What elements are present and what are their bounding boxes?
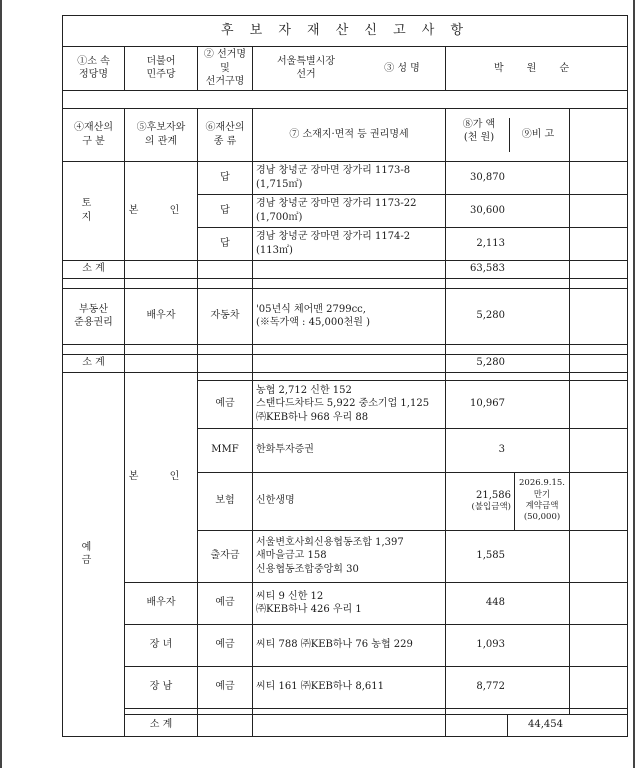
land-row-3-detail-line2: (113㎡) [256, 244, 293, 256]
land-category: 토 지 [63, 161, 125, 260]
self-mmf-detail: 한화투자증권 [253, 428, 446, 472]
daughter-detail: 씨티 788 ㈜KEB하나 76 농협 229 [253, 624, 446, 666]
land-row-3-note [570, 227, 628, 260]
vehicle-relation: 배우자 [125, 288, 198, 344]
self-mmf-type: MMF [198, 428, 253, 472]
self-deposit-type: 예금 [198, 380, 253, 428]
self-capital-value: 1,585 [446, 530, 570, 582]
col-type-line2: 종 류 [213, 135, 237, 147]
party-value-line2: 민주당 [146, 69, 176, 81]
deposit-subtotal-value: 44,454 [508, 714, 628, 736]
spouse-value: 448 [446, 582, 570, 624]
land-row-1-detail [253, 161, 446, 194]
vehicle-subtotal-blank-4 [570, 354, 628, 372]
col-category-line2: 구 분 [82, 135, 105, 147]
spacer-c2 [253, 372, 446, 380]
self-capital-type: 출자금 [198, 530, 253, 582]
spacer-row [63, 90, 628, 108]
self-deposit-detail-line2: 스탠다드차타드 5,922 중소기업 1,125 [256, 398, 430, 410]
vehicle-category-line1: 부동산 [79, 303, 108, 315]
vehicle-value: 5,280 [446, 288, 570, 344]
land-row-1-value: 30,870 [446, 161, 570, 194]
col-type [198, 108, 253, 161]
party-label [63, 47, 125, 91]
land-row-2-value: 30,600 [446, 194, 570, 227]
daughter-type: 예금 [198, 624, 253, 666]
district-value-line1: 서울특별시장 [277, 55, 335, 67]
land-row-3-type: 답 [198, 227, 253, 260]
vehicle-note [570, 288, 628, 344]
deposit-subtotal-blank-2 [253, 714, 446, 736]
spacer-a2 [125, 278, 198, 288]
son-type: 예금 [198, 666, 253, 708]
district-label [198, 47, 253, 91]
self-deposit-note [570, 380, 628, 428]
vehicle-type: 자동차 [198, 288, 253, 344]
self-insurance-type: 보험 [198, 472, 253, 530]
self-mmf-value: 3 [446, 428, 570, 472]
land-row-2-detail-line2: (1,700㎡) [256, 211, 303, 223]
spacer-a1 [63, 278, 125, 288]
land-subtotal-label: 소 계 [63, 260, 125, 278]
spacer-c3 [446, 372, 570, 380]
spacer-c4 [570, 372, 628, 380]
vehicle-category [63, 288, 125, 344]
spacer-a5 [446, 278, 570, 288]
spouse-type: 예금 [198, 582, 253, 624]
col-relation-line1: ⑤후보자와 [136, 122, 186, 133]
land-subtotal-blank-1 [125, 260, 198, 278]
asset-declaration-document [62, 15, 627, 731]
deposit-subtotal-blank-1 [198, 714, 253, 736]
page-edge-left [0, 0, 2, 768]
land-row-1-type: 답 [198, 161, 253, 194]
self-capital-detail [253, 530, 446, 582]
vehicle-subtotal-blank-3 [253, 354, 446, 372]
land-row-1-detail-line1: 경남 창녕군 장마면 장가리 1173-8 [256, 165, 411, 176]
district-value-line2: 선거 [296, 69, 316, 81]
asset-table [62, 15, 628, 737]
spacer-a6 [570, 278, 628, 288]
col-detail: ⑦ 소재지·면적 등 권리명세 [253, 108, 446, 161]
self-insurance-contract-label: 계약금액 [525, 501, 559, 511]
spouse-detail-line1: 씨티 9 신한 12 [256, 590, 324, 602]
district-and-name-cell [253, 47, 446, 91]
self-capital-detail-line2: 새마을금고 158 [256, 550, 327, 562]
vehicle-subtotal-blank-2 [198, 354, 253, 372]
spouse-relation: 배우자 [125, 582, 198, 624]
name-label: ③ 성 명 [384, 62, 420, 74]
spouse-detail-line2: ㈜KEB하나 426 우리 1 [256, 604, 362, 615]
deposit-self-relation: 본 인 [125, 372, 198, 582]
self-deposit-value: 10,967 [446, 380, 570, 428]
land-subtotal-blank-3 [253, 260, 446, 278]
son-value: 8,772 [446, 666, 570, 708]
spacer-b2 [125, 344, 198, 354]
vehicle-subtotal-value: 5,280 [446, 354, 570, 372]
spouse-detail [253, 582, 446, 624]
daughter-relation: 장 녀 [125, 624, 198, 666]
son-relation: 장 남 [125, 666, 198, 708]
land-row-3-value: 2,113 [446, 227, 570, 260]
son-note [570, 666, 628, 708]
vehicle-detail-line1: '05년식 체어맨 2799cc, [256, 303, 366, 315]
land-row-2-note [570, 194, 628, 227]
col-category-line1: ④재산의 [74, 122, 113, 133]
land-subtotal-blank-2 [198, 260, 253, 278]
vehicle-subtotal-label: 소 계 [63, 354, 125, 372]
spacer-a4 [253, 278, 446, 288]
col-relation [125, 108, 198, 161]
spacer-c1 [198, 372, 253, 380]
col-relation-line2: 의 관계 [144, 135, 178, 147]
party-value-line1: 더불어 [146, 55, 176, 67]
deposit-subtotal-blank-3 [446, 714, 508, 736]
col-note: ⑨비 고 [509, 118, 566, 152]
deposit-subtotal-label: 소 계 [125, 714, 198, 736]
daughter-note [570, 624, 628, 666]
document-title: 후 보 자 재 산 신 고 사 항 [63, 16, 628, 47]
spacer-a3 [198, 278, 253, 288]
self-insurance-value-cell [446, 472, 570, 530]
self-insurance-value-note: (불입금액) [471, 502, 511, 513]
col-type-line1: ⑥재산의 [205, 122, 245, 133]
land-row-2-type: 답 [198, 194, 253, 227]
col-category [63, 108, 125, 161]
daughter-value: 1,093 [446, 624, 570, 666]
col-value-line2: (천 원) [463, 132, 495, 143]
self-insurance-value: 21,586 [476, 489, 511, 501]
self-capital-note [570, 530, 628, 582]
land-row-2-detail [253, 194, 446, 227]
party-label-line2: 정당명 [79, 69, 108, 81]
self-deposit-detail-line3: ㈜KEB하나 968 우리 88 [256, 411, 369, 423]
spacer-b5 [446, 344, 570, 354]
district-label-line1: ② 선거명및 [203, 49, 247, 74]
land-subtotal-blank-4 [570, 260, 628, 278]
land-relation: 본 인 [125, 161, 198, 260]
party-label-line1: ①소 속 [77, 55, 110, 67]
col-value [446, 108, 570, 161]
vehicle-detail-line2: (※독가액 : 45,000천원 ) [256, 317, 370, 328]
spacer-b3 [198, 344, 253, 354]
land-row-3-detail [253, 227, 446, 260]
vehicle-category-line2: 준용권리 [74, 317, 113, 328]
district-label-line2: 선거구명 [205, 76, 245, 87]
land-row-1-note [570, 161, 628, 194]
son-detail: 씨티 161 ㈜KEB하나 8,611 [253, 666, 446, 708]
self-insurance-detail: 신한생명 [253, 472, 446, 530]
land-subtotal-value: 63,583 [446, 260, 570, 278]
land-row-3-detail-line1: 경남 창녕군 장마면 장가리 1174-2 [256, 231, 411, 242]
self-mmf-note [570, 428, 628, 472]
col-blank [570, 108, 628, 161]
land-row-2-detail-line1: 경남 창녕군 장마면 장가리 1173-22 [256, 198, 417, 209]
self-insurance-maturity: 2026.9.15.만기 [519, 478, 565, 500]
self-capital-detail-line1: 서울변호사회신용협동조합 1,397 [256, 536, 404, 548]
vehicle-detail [253, 288, 446, 344]
self-insurance-contract-amount: (50,000) [523, 512, 561, 523]
spacer-b1 [63, 344, 125, 354]
deposit-category: 예 금 [63, 372, 125, 736]
self-capital-detail-line3: 신용협동조합중앙회 30 [256, 563, 359, 575]
land-row-1-detail-line2: (1,715㎡) [256, 178, 303, 190]
col-value-line1: ⑧가 액 [462, 118, 496, 130]
self-deposit-detail-line1: 농협 2,712 신한 152 [256, 384, 352, 396]
spouse-note [570, 582, 628, 624]
spacer-b4 [253, 344, 446, 354]
candidate-name: 박 원 순 [446, 47, 628, 91]
self-deposit-detail [253, 380, 446, 428]
spacer-b6 [570, 344, 628, 354]
vehicle-subtotal-blank-1 [125, 354, 198, 372]
party-value [125, 47, 198, 91]
self-insurance-blank [570, 472, 628, 530]
